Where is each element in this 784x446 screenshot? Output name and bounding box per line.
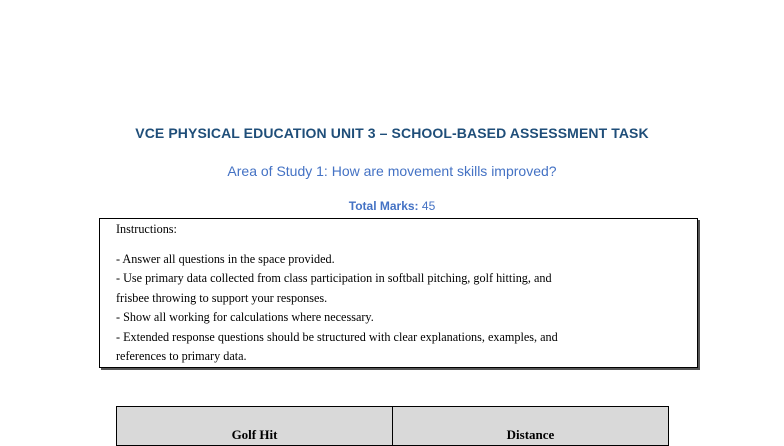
instruction-line: - Use primary data collected from class participation in softball pitching, golf hitting, and: [116, 271, 552, 285]
total-marks-value: 45: [421, 199, 436, 213]
table-header-distance: Distance: [392, 407, 668, 445]
document-title: VCE PHYSICAL EDUCATION UNIT 3 – SCHOOL-BASED ASSESSMENT TASK: [135, 125, 649, 141]
instruction-line: references to primary data.: [116, 349, 247, 363]
instruction-line: frisbee throwing to support your responses.: [116, 290, 328, 305]
instructions-heading: Instructions:: [116, 222, 177, 236]
instruction-line: - Show all working for calculations where necessary.: [116, 310, 374, 324]
total-marks-label: Total Marks:: [348, 199, 419, 213]
total-marks: [0, 199, 784, 213]
instruction-line: - Answer all questions in the space provided.: [116, 251, 335, 266]
instructions-list: [116, 250, 697, 367]
area-of-study-subtitle: Area of Study 1: How are movement skills improved?: [227, 163, 557, 179]
table-header-golf-hit: Golf Hit: [231, 427, 278, 442]
instructions-box: [99, 218, 698, 368]
golf-hit-table: [116, 406, 669, 446]
instruction-line: - Extended response questions should be structured with clear explanations, examples, and: [116, 329, 558, 344]
